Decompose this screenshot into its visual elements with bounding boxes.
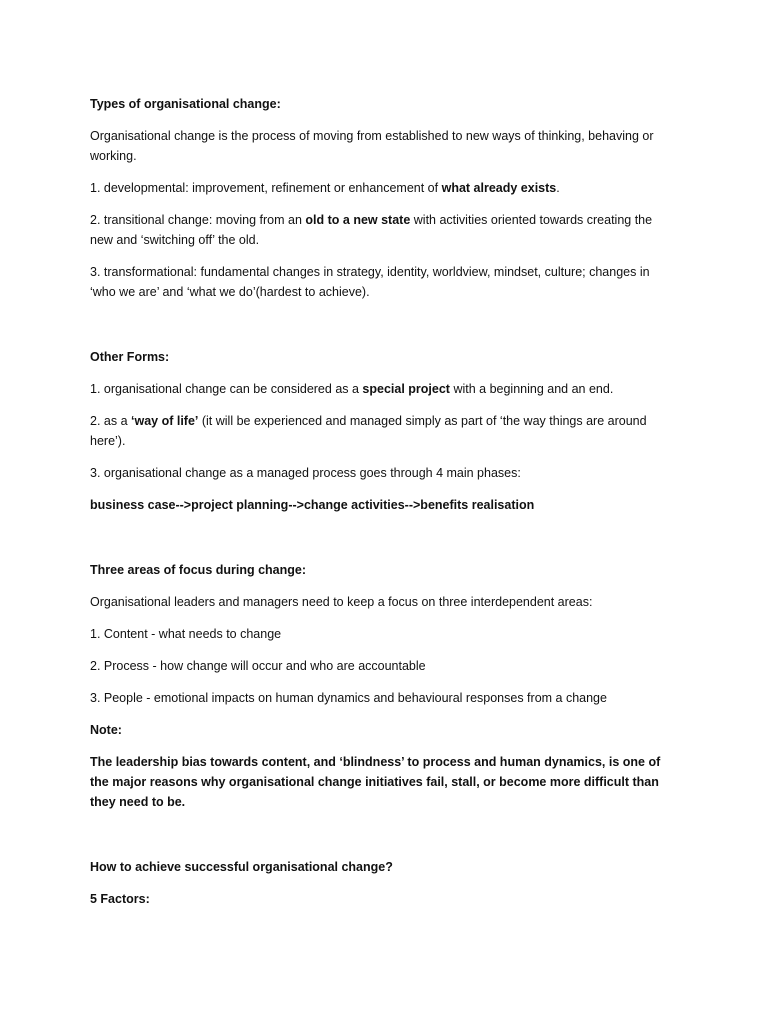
list-item-process: 2. Process - how change will occur and who are accountable	[90, 659, 426, 673]
emphasis-text: old to a new state	[305, 213, 411, 227]
list-item-content: 1. Content - what needs to change	[90, 627, 282, 641]
emphasis-text: what already exists	[441, 181, 557, 195]
list-item-way-of-life	[90, 411, 672, 451]
heading-how-to-achieve: How to achieve successful organisational change?	[90, 860, 393, 874]
list-item-special-project	[90, 379, 672, 399]
note-label: Note:	[90, 723, 122, 737]
heading-three-areas: Three areas of focus during change:	[90, 563, 307, 577]
list-item-managed-process: 3. organisational change as a managed process goes through 4 main phases:	[90, 466, 521, 480]
heading-types-of-change: Types of organisational change:	[90, 97, 281, 111]
list-item-transitional	[90, 210, 672, 250]
list-item-people: 3. People - emotional impacts on human dynamics and behavioural responses from a change	[90, 691, 607, 705]
emphasis-text: ‘way of life’	[131, 414, 199, 428]
note-text: The leadership bias towards content, and ‘blindness’ to process and human dynamics, is one of the major reasons why organisational change initiatives fail, stall, or become more difficult than they need to be.	[90, 755, 661, 809]
paragraph-definition: Organisational change is the process of moving from established to new ways of thinking, behaving or working.	[90, 129, 654, 163]
list-item-transformational: 3. transformational: fundamental changes in strategy, identity, worldview, mindset, culture; changes in ‘who we are’ and ‘what we do’(hardest to achieve).	[90, 265, 650, 299]
emphasis-text: special project	[362, 382, 450, 396]
phases-sequence: business case-->project planning-->change activities-->benefits realisation	[90, 498, 535, 512]
heading-other-forms: Other Forms:	[90, 350, 170, 364]
text-segment: 2. transitional change: moving from an	[90, 213, 306, 227]
paragraph-focus-intro: Organisational leaders and managers need to keep a focus on three interdependent areas:	[90, 595, 593, 609]
text-segment: 1. organisational change can be considered as a	[90, 382, 363, 396]
heading-five-factors: 5 Factors:	[90, 892, 150, 906]
text-segment: (it will be experienced and managed simply as part of ‘the way things are around here’).	[90, 414, 647, 448]
text-segment: .	[556, 181, 560, 195]
text-segment: 1. developmental: improvement, refinement or enhancement of	[90, 181, 442, 195]
text-segment: 2. as a	[90, 414, 131, 428]
text-segment: with a beginning and an end.	[449, 382, 614, 396]
list-item-developmental	[90, 178, 672, 198]
text-segment: with activities oriented towards creating the new and ‘switching off’ the old.	[90, 213, 653, 247]
